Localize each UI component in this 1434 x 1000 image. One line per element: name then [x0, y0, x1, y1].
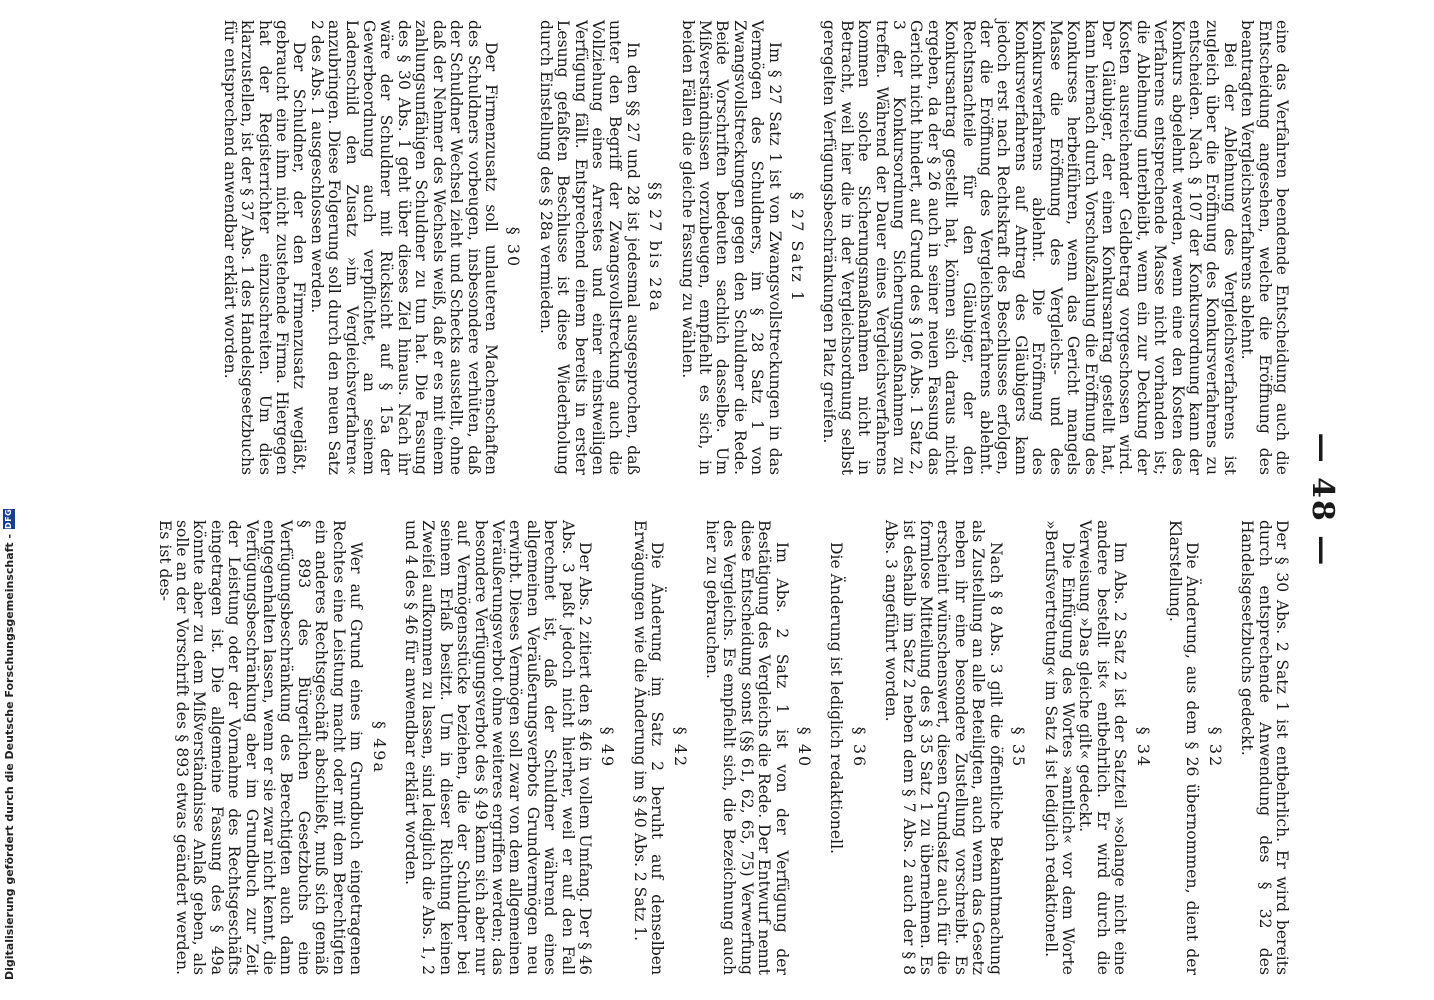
section-heading: § 49 — [598, 726, 618, 769]
paragraph: Der Firmenzusatz soll unlauteren Machenschaften des Schuldners vorbeugen, insbesondere verhüten, daß der Schuldner Wechsel zieht und Schecks ausstellt, ohne daß der Nehmer des Wechsels weiß, daß er es mit einem zahlungsunfähigen Schuldner zu tun hat. Die Fassung des § 30 Abs. 1 geht über dieses Ziel hinaus. Nach ihr wäre der Schuldner mit Rücksicht auf § 15a der Gewerbeordnung auch verpflichtet, an seinem Ladenschild den Zusatz »im Vergleichsverfahren« anzubringen. Diese Folgerung soll durch den neuen Satz 2 des Abs. 1 ausgeschlossen werden. — [307, 20, 500, 475]
section-heading: § 49a — [369, 721, 389, 774]
section-heading: § 34 — [1133, 726, 1153, 769]
paragraph: Bei der Ablehnung des Vergleichsverfahrens ist zugleich über die Eröffnung des Konkursverfahrens zu entscheiden. Nach § 107 der Konkursordnung kann der Konkurs abgelehnt werden, wenn eine den Kosten des Verfahrens entsprechende Masse nicht vorhanden ist; die Ablehnung unterbleibt, wenn ein zur Deckung der Kosten ausreichender Geldbetrag vorgeschossen wird. Der Gläubiger, der einen Konkursantrag gestellt hat, kann hiernach durch Vorschußzahlung die Eröffnung des Konkurses herbeiführen, wenn das Gericht mangels Masse die Eröffnung des Vergleichs- und des Konkursverfahrens ablehnt. Die Eröffnung des Konkursverfahrens auf Antrag des Gläubigers kann jedoch erst nach Rechtskraft des Beschlusses erfolgen, der die Eröffnung des Vergleichsverfahrens ablehnt. Rechtsnachteile für den Gläubiger, der den Konkursantrag gestellt hat, können sich daraus nicht ergeben, da der § 26 auch in seiner neuen Fassung das Gericht nicht hindert, auf Grund des § 106 Abs. 1 Satz 2, 3 der Konkursordnung Sicherungsmaßnahmen zu treffen. Während der Dauer eines Vergleichsverfahrens kommen solche Sicherungsmaßnahmen nicht in Betracht, weil hier die in der Vergleichsordnung selbst geregelten Verfügungsbeschränkungen Platz greifen. — [820, 20, 1239, 475]
section-heading: § 35 — [1009, 726, 1029, 769]
paragraph: Die Änderung ist lediglich redaktionell. — [827, 542, 846, 855]
page-number: — 48 — — [1305, 432, 1340, 568]
dfg-logo: DFG — [4, 508, 13, 529]
section-heading: §§ 27 bis 28a — [646, 181, 666, 314]
paragraph: Im Abs. 2 Satz 1 ist von der Verfügung der Bestätigung des Vergleichs die Rede. Der Entwurf nennt diese Entscheidung sonst (§§ 61, 62, 65, 75) Verwerfung des Vergleichs. Es empfiehlt sich, die Bezeichnung auch hier zu gebrauchen. — [703, 520, 791, 975]
paragraph: eine das Verfahren beendende Entscheidung auch die Entscheidung angesehen, welche die Eröffnung des beantragten Vergleichsverfahrens ablehnt. — [1238, 20, 1291, 475]
paragraph: In den §§ 27 und 28 ist jedesmal ausgesprochen, daß unter den Begriff der Zwangsvollstreckung auch die Vollziehung eines Arrestes und einer einstweiligen Verfügung fällt. Entsprechend einem bereits in erster Lesung gefaßten Beschlusse ist diese Wiederholung durch Einstellung des § 28a vermieden. — [536, 20, 642, 475]
section-heading: § 32 — [1205, 726, 1225, 769]
section-heading: § 42 — [670, 726, 690, 769]
paragraph: Nach § 8 Abs. 3 gilt die öffentliche Bekanntmachung als Zustellung an alle Beteiligten, auch wenn das Gesetz neben ihr eine besondere Zustellung vorschreibt. Es erscheint wünschenswert, diesen Grundsatz auch für die formlose Mitteilung des § 35 Satz 1 zu übernehmen. Es ist deshalb im Satz 2 neben dem § 7 Abs. 2 auch der § 8 Abs. 3 angeführt worden. — [882, 520, 1005, 975]
paragraph: Der Schuldner, der den Firmenzusatz wegläßt, gebraucht eine ihm nicht zustehende Firma. Hiergegen hat der Registerrichter einzuschreiten. Um dies klarzustellen, ist der § 37 Abs. 1 des Handelsgesetzbuchs für entsprechend anwendbar erklärt worden. — [220, 20, 309, 475]
section-heading: § 30 — [504, 226, 524, 269]
paragraph: Der § 30 Abs. 2 Satz 1 ist entbehrlich. Er wird bereits durch entsprechende Anwendung des § 32 des Handelsgesetzbuchs gedeckt. — [1238, 520, 1291, 975]
paragraph: Im § 27 Satz 1 ist von Zwangsvollstreckungen in das Vermögen des Schuldners, im § 28 Satz 1 von Zwangsvollstreckungen gegen den Schuldner die Rede. Beide Vorschriften bedeuten sachlich dasselbe. Um Mißverständnissen vorzubeugen, empfiehlt es sich, in beiden Fällen die gleiche Fassung zu wählen. — [678, 20, 784, 475]
funding-credit — [2, 508, 16, 980]
paragraph: Der Abs. 2 zitiert den § 46 in vollem Umfang. Der § 46 Abs. 3 paßt jedoch nicht hierher, weil er auf den Fall berechnet ist, daß der Schuldner während eines allgemeinen Veräußerungsverbots Grundvermögen neu erwirbt. Dieses Vermögen soll zwar von dem allgemeinen Veräußerungsverbot ohne weiteres ergriffen werden; das besondere Verfügungsverbot des § 49 kann sich aber nur auf Vermögensstücke beziehen, die der Schuldner bei seinem Erlaß besitzt. Um in dieser Richtung keinen Zweifel aufkommen zu lassen, sind lediglich die Abs. 1, 2 und 4 des § 46 für anwendbar erklärt worden. — [401, 520, 594, 975]
funding-credit-text: Digitalisierung gefördert durch die Deutsche Forschungsgemeinschaft - — [2, 533, 16, 980]
paragraph: Wer auf Grund eines im Grundbuch eingetragenen Rechtes eine Leistung macht oder mit dem Berechtigten ein anderes Rechtsgeschäft abschließt, muß sich gemäß § 893 des Bürgerlichen Gesetzbuchs eine Verfügungsbeschränkung des Berechtigten auch dann entgegenhalten lassen, wenn er sie zwar nicht kennt, die Verfügungsbeschränkung aber im Grundbuch zur Zeit der Leistung oder der Vornahme des Rechtsgeschäfts eingetragen ist. Die allgemeine Fassung des § 49a könnte aber zu dem Mißverständnisse Anlaß geben, als solle an der Vorschrift des § 893 etwas geändert werden. Es ist des- — [155, 520, 366, 975]
funding-credit-strip — [0, 0, 18, 1000]
scanned-page — [110, 20, 1340, 980]
paragraph: Im Abs. 2 Satz 2 ist der Satzteil »solange nicht eine andere bestellt ist« entbehrlich. Er wird durch die Verweisung »Das gleiche gilt« gedeckt. — [1076, 520, 1130, 975]
section-heading: § 27 Satz 1 — [788, 191, 808, 304]
paragraph: Die Änderung im Satz 2 beruht auf denselben Erwägungen wie die Änderung im § 40 Abs. 2 Satz 1. — [630, 520, 667, 975]
section-heading: § 36 — [849, 726, 869, 769]
left-column — [220, 20, 1290, 475]
paragraph: Die Änderung, aus dem § 26 übernommen, dient der Klarstellung. — [1165, 520, 1202, 975]
section-heading: § 40 — [795, 726, 815, 769]
right-column — [155, 520, 1290, 975]
paragraph: Die Einfügung des Wortes »amtlich« vor dem Worte »Berufsvertretung« im Satz 4 ist lediglich redaktionell. — [1041, 520, 1077, 975]
